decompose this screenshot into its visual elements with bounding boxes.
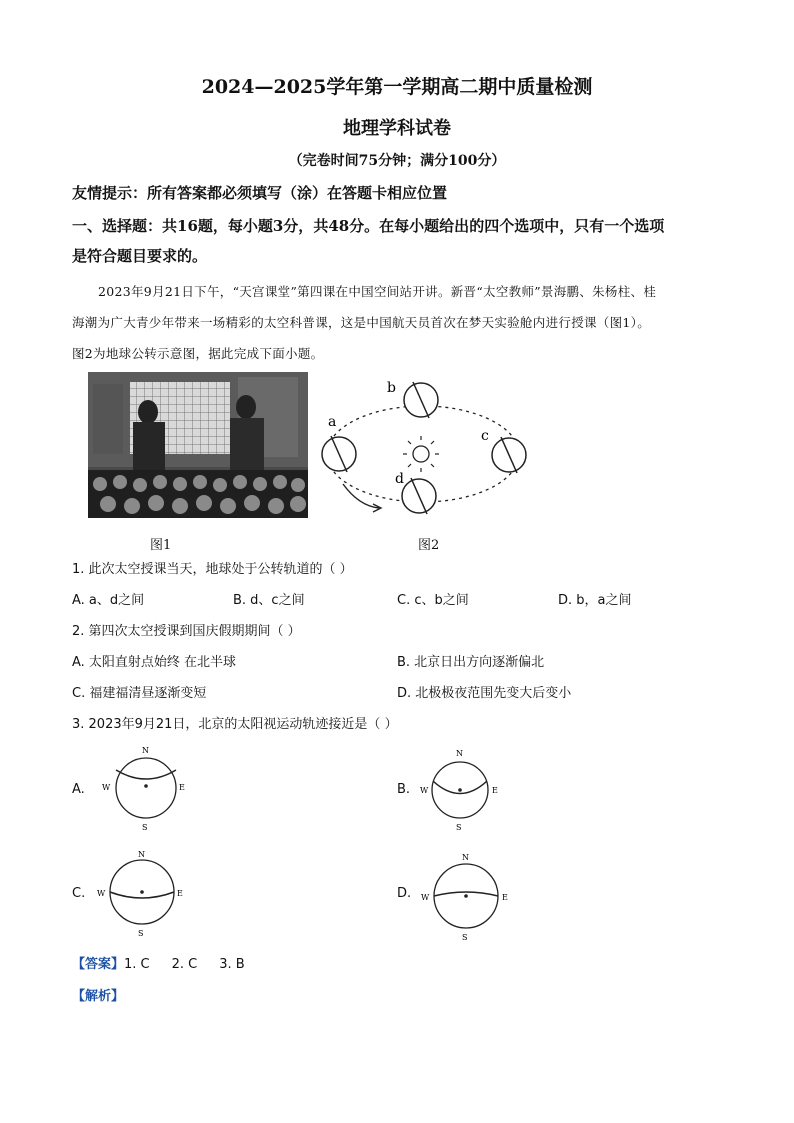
- q2-option-c[interactable]: C. 福建福清昼逐渐变短: [72, 686, 207, 701]
- q2-option-a[interactable]: A. 太阳直射点始终 在北半球: [72, 655, 237, 670]
- compass-a-w: W: [102, 783, 111, 792]
- compass-d-n: N: [462, 853, 469, 862]
- q1-option-b[interactable]: B. d、c之间: [233, 593, 305, 608]
- q1-option-c[interactable]: C. c、b之间: [397, 593, 469, 608]
- figure-1-caption: 图1: [150, 538, 172, 553]
- figure-2-caption: 图2: [418, 538, 440, 553]
- q1-option-a[interactable]: A. a、d之间: [72, 593, 145, 608]
- passage-line-3: 图2为地球公转示意图，据此完成下面小题。: [72, 346, 324, 361]
- q3-option-b[interactable]: B.: [397, 782, 411, 797]
- compass-a-s: S: [142, 823, 148, 832]
- friendly-hint: 友情提示：所有答案都必须填写（涂）在答题卡相应位置: [72, 184, 448, 202]
- exam-subject: 地理学科试卷: [343, 118, 451, 139]
- compass-d-e: E: [502, 893, 508, 902]
- answer-tag: 【答案】: [72, 957, 125, 972]
- compass-c-e: E: [177, 889, 183, 898]
- question-2-stem: 2. 第四次太空授课到国庆假期期间（ ）: [72, 624, 301, 639]
- fig2-label-b: b: [387, 380, 396, 396]
- compass-d-w: W: [421, 893, 430, 902]
- compass-a-n: N: [142, 746, 149, 755]
- section-line-2: 是符合题目要求的。: [72, 247, 208, 265]
- reading-passage: [72, 276, 722, 369]
- q2-option-d[interactable]: D. 北极极夜范围先变大后变小: [397, 686, 572, 701]
- figure-1-photo: [88, 372, 308, 518]
- question-1-stem: 1. 此次太空授课当天，地球处于公转轨道的（ ）: [72, 562, 353, 577]
- q1-option-d[interactable]: D. b，a之间: [558, 593, 632, 608]
- fig2-label-d: d: [395, 471, 404, 487]
- section-line-1: 一、选择题：共16题，每小题3分，共48分。在每小题给出的四个选项中，只有一个选项: [72, 217, 665, 235]
- q3-option-d[interactable]: D.: [397, 886, 412, 901]
- section-heading: [72, 211, 732, 271]
- answer-item-3: 3. B: [219, 957, 245, 972]
- q3-diagram-d[interactable]: [418, 848, 528, 942]
- q3-diagram-c[interactable]: [94, 846, 204, 936]
- q3-option-a[interactable]: A.: [72, 782, 85, 797]
- exam-time-note: （完卷时间75分钟；满分100分）: [288, 153, 506, 169]
- question-3-stem: 3. 2023年9月21日，北京的太阳视运动轨迹接近是（ ）: [72, 717, 398, 732]
- q3-option-c[interactable]: C.: [72, 886, 86, 901]
- compass-a-e: E: [179, 783, 185, 792]
- compass-c-w: W: [97, 889, 106, 898]
- sun-icon: [403, 436, 439, 472]
- answer-item-2: 2. C: [171, 957, 198, 972]
- compass-c-n: N: [138, 850, 145, 859]
- fig2-label-c: c: [481, 428, 489, 444]
- compass-c-s: S: [138, 929, 144, 938]
- analysis-tag: 【解析】: [72, 989, 125, 1004]
- figure-2-revolution-diagram: [315, 370, 545, 520]
- fig2-label-a: a: [328, 414, 337, 430]
- compass-b-w: W: [420, 786, 429, 795]
- passage-line-2: 海潮为广大青少年带来一场精彩的太空科普课，这是中国航天员首次在梦天实验舱内进行授课（图1）。: [72, 315, 651, 330]
- compass-d-s: S: [462, 933, 468, 942]
- compass-b-e: E: [492, 786, 498, 795]
- compass-b-n: N: [456, 749, 463, 758]
- compass-b-s: S: [456, 823, 462, 832]
- q3-diagram-a[interactable]: [98, 742, 208, 832]
- q3-diagram-b[interactable]: [414, 744, 524, 834]
- exam-title: 2024—2025学年第一学期高二期中质量检测: [201, 76, 593, 98]
- q2-option-b[interactable]: B. 北京日出方向逐渐偏北: [397, 655, 545, 670]
- passage-line-1: 2023年9月21日下午，“天宫课堂”第四课在中国空间站开讲。新晋“太空教师”景海鹏、朱杨柱、桂: [98, 284, 657, 299]
- answer-line: [72, 953, 267, 972]
- answer-item-1: 1. C: [124, 957, 150, 972]
